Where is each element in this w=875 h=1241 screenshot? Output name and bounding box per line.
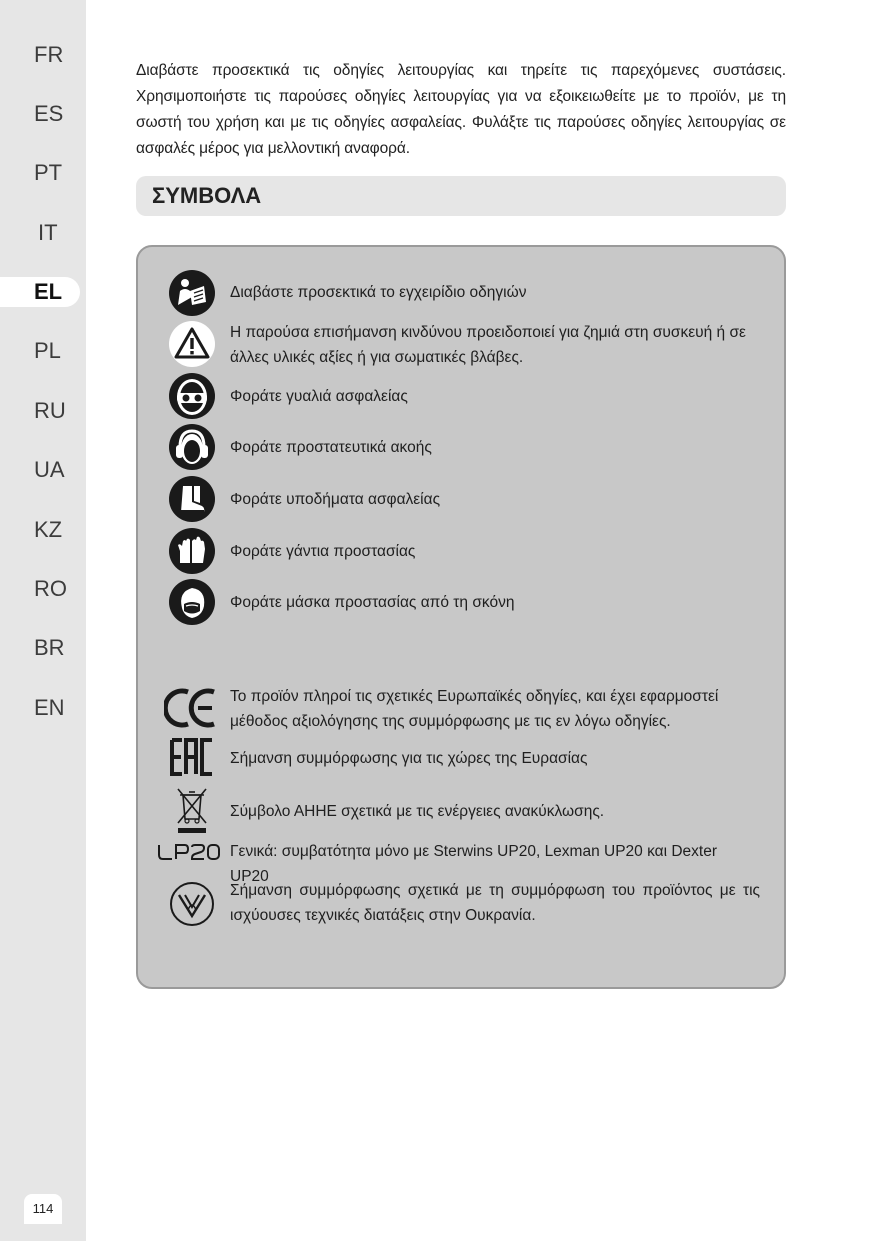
language-tab-el[interactable]: EL (0, 277, 80, 307)
language-tab-pt[interactable]: PT (34, 160, 63, 185)
language-tab-en[interactable]: EN (34, 695, 65, 720)
language-tab-ro[interactable]: RO (34, 576, 67, 601)
language-tab-br[interactable]: BR (34, 635, 65, 660)
page-number: 114 (24, 1194, 62, 1224)
symbol-description: Σύμβολο ΑΗΗΕ σχετικά με τις ενέργειες ανακύκλωσης. (230, 803, 605, 820)
language-tab-it[interactable]: IT (38, 220, 58, 245)
eac-mark-icon (168, 736, 216, 784)
language-tab-fr[interactable]: FR (34, 42, 64, 67)
ear-protection-icon (168, 423, 216, 471)
language-tab-es[interactable]: ES (34, 101, 64, 126)
section-header (136, 176, 786, 216)
language-tab-ua[interactable]: UA (34, 457, 65, 482)
symbol-description: Φοράτε προστατευτικά ακοής (230, 439, 432, 456)
language-tab-ru[interactable]: RU (34, 398, 66, 423)
symbol-description: Σήμανση συμμόρφωσης για τις χώρες της Ευρασίας (230, 750, 588, 767)
ce-mark-icon (164, 684, 218, 732)
symbol-description: Φοράτε γάντια προστασίας (230, 543, 416, 560)
symbols-panel (136, 245, 786, 989)
weee-bin-icon (168, 785, 216, 835)
symbol-description: Γενικά: συμβατότητα μόνο με Sterwins UP20, Lexman UP20 και Dexter UP20 (230, 843, 718, 885)
section-title: ΣΥΜΒΟΛΑ (152, 183, 262, 208)
gloves-icon (168, 527, 216, 575)
language-tab-pl[interactable]: PL (34, 338, 61, 363)
symbol-description: Φοράτε μάσκα προστασίας από τη σκόνη (230, 594, 515, 611)
read-manual-icon (168, 269, 216, 317)
warning-triangle-icon (168, 320, 216, 368)
ukraine-conformity-icon (168, 880, 216, 928)
symbol-description: Φοράτε υποδήματα ασφαλείας (230, 491, 441, 508)
dust-mask-icon (168, 578, 216, 626)
language-sidebar (0, 0, 86, 1241)
safety-boots-icon (168, 475, 216, 523)
symbol-description: Φοράτε γυαλιά ασφαλείας (230, 388, 408, 405)
intro-paragraph: Διαβάστε προσεκτικά τις οδηγίες λειτουργίας και τηρείτε τις παρεχόμενες συστάσεις. Χρησιμοποιήστε τις παρούσες οδηγίες λειτουργίας για να εξοικειωθείτε με το προϊόν, με τη σωστή του χρήση και με τις οδηγίες ασφαλείας. Φυλάξτε τις παρούσες οδηγίες λειτουργίας σε ασφαλές μέρος για μελλοντική αναφορά. (136, 62, 786, 157)
symbol-description: Το προϊόν πληροί τις σχετικές Ευρωπαϊκές οδηγίες, και έχει εφαρμοστεί μέθοδος αξιολόγησης της συμμόρφωσης με τις εν λόγω οδηγίες. (230, 688, 719, 730)
symbol-description: Η παρούσα επισήμανση κινδύνου προειδοποιεί για ζημιά στη συσκευή ή σε άλλες υλικές αξίες ή για σωματικές βλάβες. (230, 324, 746, 366)
symbol-description: Διαβάστε προσεκτικά το εγχειρίδιο οδηγιών (230, 284, 527, 301)
safety-glasses-icon (168, 372, 216, 420)
up20-logo-icon (156, 841, 222, 863)
language-tab-kz[interactable]: KZ (34, 517, 63, 542)
symbol-description: Σήμανση συμμόρφωσης σχετικά με τη συμμόρφωση του προϊόντος με τις ισχύουσες τεχνικές διατάξεις στην Ουκρανία. (230, 882, 760, 924)
